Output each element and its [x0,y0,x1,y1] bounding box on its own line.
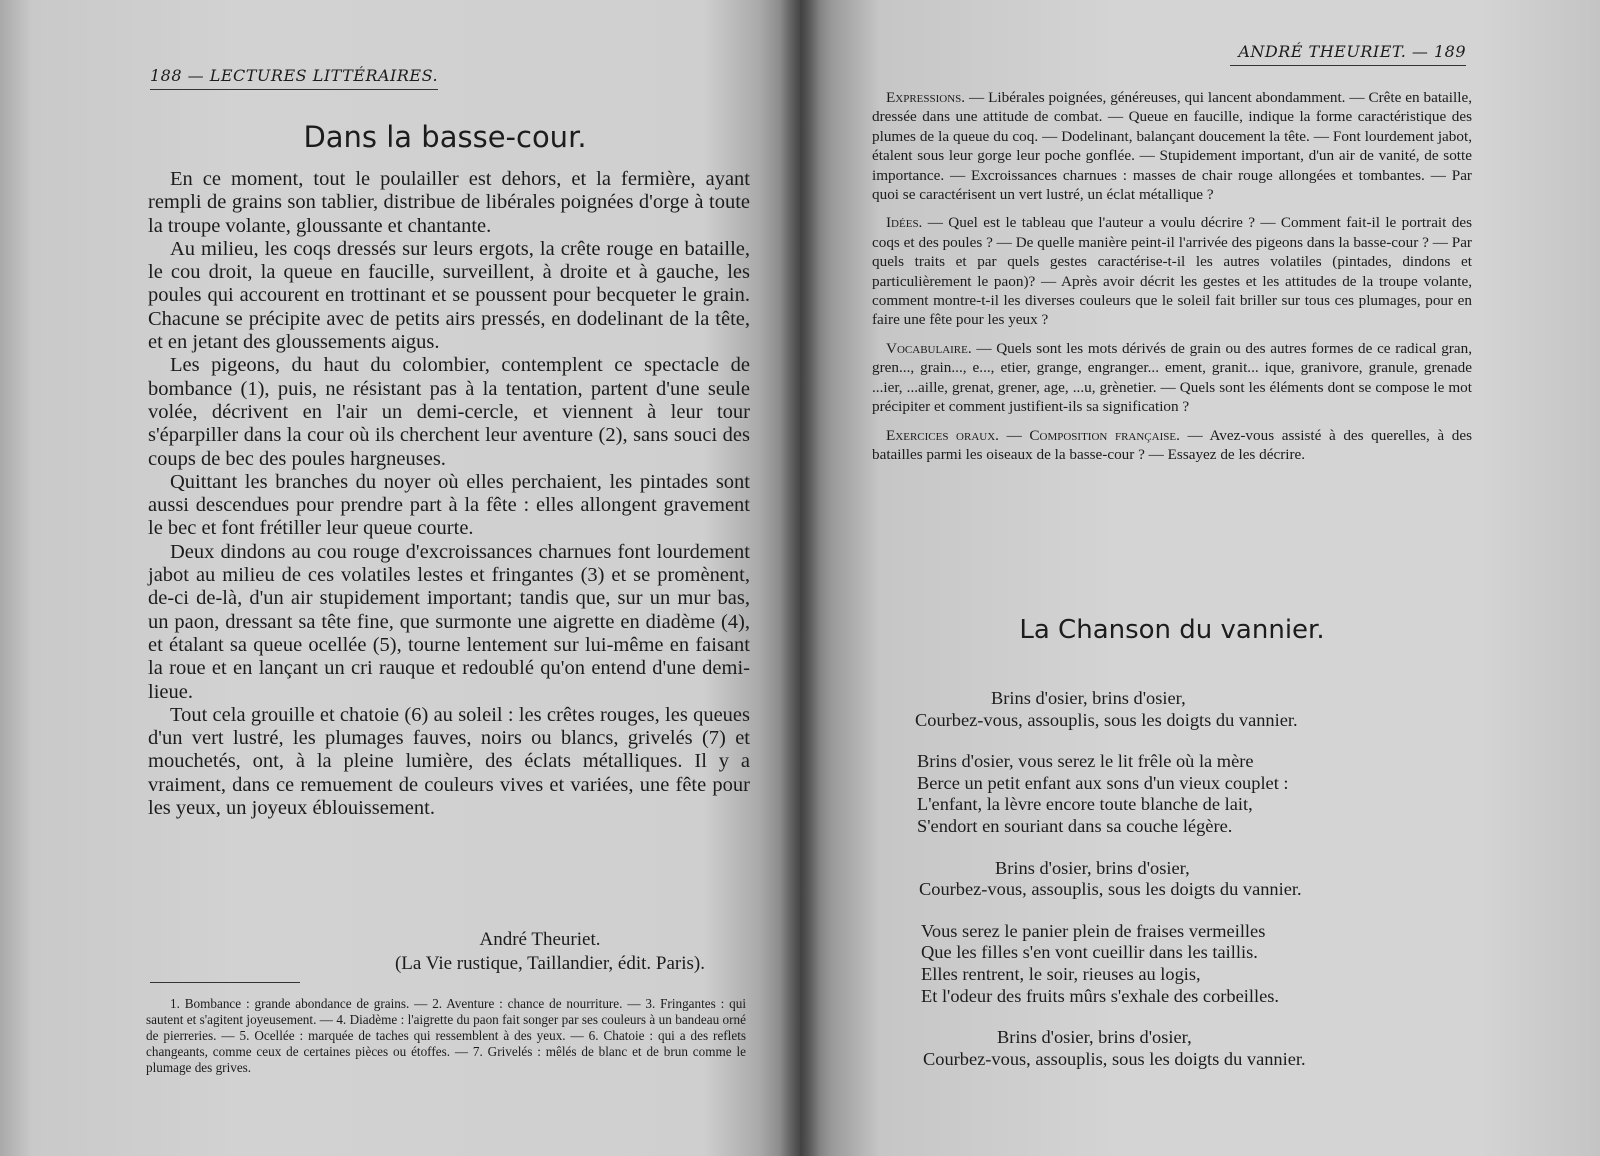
right-running-head: ANDRÉ THEURIET. — 189 [1230,42,1466,66]
poem-line: Courbez-vous, assouplis, sous les doigts du vannier. [919,879,1302,900]
poem-line: Elles rentrent, le soir, rieuses au logis, [921,963,1201,984]
poem-line: Et l'odeur des fruits mûrs s'exhale des corbeilles. [921,985,1279,1006]
poem-line: Brins d'osier, brins d'osier, [995,857,1190,878]
poem-line: L'enfant, la lèvre encore toute blanche de lait, [917,794,1253,815]
poem-refrain [915,1027,1475,1070]
paragraph: En ce moment, tout le poulailler est dehors, et la fermière, ayant rempli de grains son tablier, distribue de libérales poignées d'orge à toute la troupe volante, gloussante et chantante. [148,168,750,237]
exercise-text: — Avez-vous assisté à des querelles, à des batailles parmi les oiseaux de la basse-cour ? — Essayez de les décrire. [872,426,1472,463]
poem-refrain [915,858,1475,901]
poem-line: Brins d'osier, vous serez le lit frêle où la mère [917,751,1254,772]
poem-line: Brins d'osier, brins d'osier, [991,688,1186,708]
exercise-idees [872,213,1472,329]
footnote-text: 1. Bombance : grande abondance de grains. — 2. Aventure : chance de nourriture. — 3. Fringantes : qui sautent et s'agitent joyeusement. — 4. Diadème : l'aigrette du paon fait songer par ses couleurs à un bandeau orné de pierreries. — 5. Ocellée : marquée de taches qui ressemblent à des yeux. — 6. Chatoie : qui a des reflets changeants, comme ceux de certaines pièces ou étoffes. — 7. Grivelés : mêlés de blanc et de brun comme le plumage des grives. [146,996,746,1075]
poem-refrain [915,688,1475,731]
book-gutter [780,0,820,1156]
poem-line: Que les filles s'en vont cueillir dans les taillis. [921,942,1258,963]
paragraph: Quittant les branches du noyer où elles perchaient, les pintades sont aussi descendues pour prendre part à la fête : elles allongent gravement le bec et font frétiller leur queue courte. [148,470,750,540]
paragraph: Tout cela grouille et chatoie (6) au soleil : les crêtes rouges, les queues d'un vert lustré, les plumages fauves, noirs ou blancs, grivelés (7) et mouchetés, ont, à la pleine lumière, des éclats métalliques. Il y a vraiment, dans ce remuement de couleurs vives et variées, une fête pour les yeux, un joyeux éblouissement. [148,703,750,820]
poem [915,688,1475,1090]
footnote-rule [150,982,300,983]
exercise-text: — Libérales poignées, généreuses, qui lancent abondamment. — Crête en bataille, dressée dans une attitude de combat. — Queue en faucille, indique la forme caractéristique des plumes de la queue du coq. — Dodelinant, balançant doucement la tête. — Font lourdement jabot, étalent sous leur gorge leur poche gonflée. — Stupidement important, d'un air de vanité, de sotte importance. — Excroissances charnues : masses de chair rouge allongées et tombantes. — Par quoi se caractérisent un vert lustré, un éclat métallique ? [872,89,1472,204]
exercise-label: Exercices oraux. — Composition française. [886,426,1180,444]
prose-text [148,168,750,820]
left-running-head: 188 — LECTURES LITTÉRAIRES. [150,66,438,90]
paragraph: Au milieu, les coqs dressés sur leurs ergots, la crête rouge en bataille, le cou droit, la queue en faucille, surveillent, à droite et à gauche, les poules qui accourent en trottinant et se poussent pour becqueter le grain. Chacune se précipite avec de petits airs pressés, en dodelinant de la tête, et en jetant des gloussements aigus. [148,237,750,354]
poem-title: La Chanson du vannier. [1019,615,1325,645]
exercise-text: — Quel est le tableau que l'auteur a voulu décrire ? — Comment fait-il le portrait des coqs et des poules ? — De quelle manière peint-il l'arrivée des pigeons dans la basse-cour ? — Par quels traits et par quels gestes caractérise-t-il les autres volatiles (pintades, dindons et particulièrement le paon)? — Après avoir décrit les gestes et les attitudes de la troupe volante, comment montre-t-il les diverses couleurs que le soleil fait briller sur tous ces plumages, pour en faire une fête pour les yeux ? [872,214,1472,329]
source-citation: (La Vie rustique, Taillandier, édit. Paris). [394,953,705,974]
poem-stanza [915,751,1475,837]
exercise-label: Expressions. [886,89,966,106]
left-page-title: Dans la basse-cour. [303,120,587,154]
poem-line: S'endort en souriant dans sa couche légère. [917,815,1233,836]
footnotes [146,996,746,1076]
paragraph: Deux dindons au cou rouge d'excroissances charnues font lourdement jabot au milieu de ces volatiles lestes et fringantes (3) et se promènent, de-ci de-là, d'un air stupidement important; tandis que, sur un mur bas, un paon, dressant sa tête fine, que surmonte une aigrette en diadème (4), et étalant sa queue ocellée (5), tourne lentement sur lui-même en faisant la roue et en lançant un cri rauque et redoublé qu'on entend d'une demi-lieue. [148,540,750,703]
paragraph: Les pigeons, du haut du colombier, contemplent ce spectacle de bombance (1), puis, ne résistant pas à la tentation, partent d'une seule volée, décrivent en l'air un demi-cercle, et viennent à leur tour s'éparpiller dans la cour où ils cherchent leur aventure (2), sans souci des coups de bec des poules hargneuses. [148,354,750,470]
author-name: André Theuriet. [479,929,601,950]
exercises-section [872,88,1472,473]
poem-line: Courbez-vous, assouplis, sous les doigts du vannier. [923,1048,1306,1069]
exercise-expressions [872,88,1472,204]
poem-line: Brins d'osier, brins d'osier, [997,1027,1192,1048]
exercise-text: — Quels sont les mots dérivés de grain ou des autres formes de ce radical gran, gren..., grain..., e..., etier, grange, engranger... ement, granit... ique, granivore, granule, grenade ...ier, ...aille, grenat, grener, age, ...u, grènetier. — Quels sont les éléments dont se compose le mot précipiter et comment justifient-ils sa signification ? [872,339,1472,416]
poem-line: Berce un petit enfant aux sons d'un vieux couplet : [917,772,1289,793]
exercise-label: Idées. [886,214,923,232]
right-page [800,0,1600,1156]
exercise-vocabulaire [872,339,1472,417]
poem-line: Vous serez le panier plein de fraises vermeilles [921,920,1266,941]
poem-line: Courbez-vous, assouplis, sous les doigts du vannier. [915,709,1298,730]
author-signature [150,928,740,976]
exercise-label: Vocabulaire. [886,339,972,357]
poem-stanza [915,921,1475,1007]
exercise-oraux [872,426,1472,465]
